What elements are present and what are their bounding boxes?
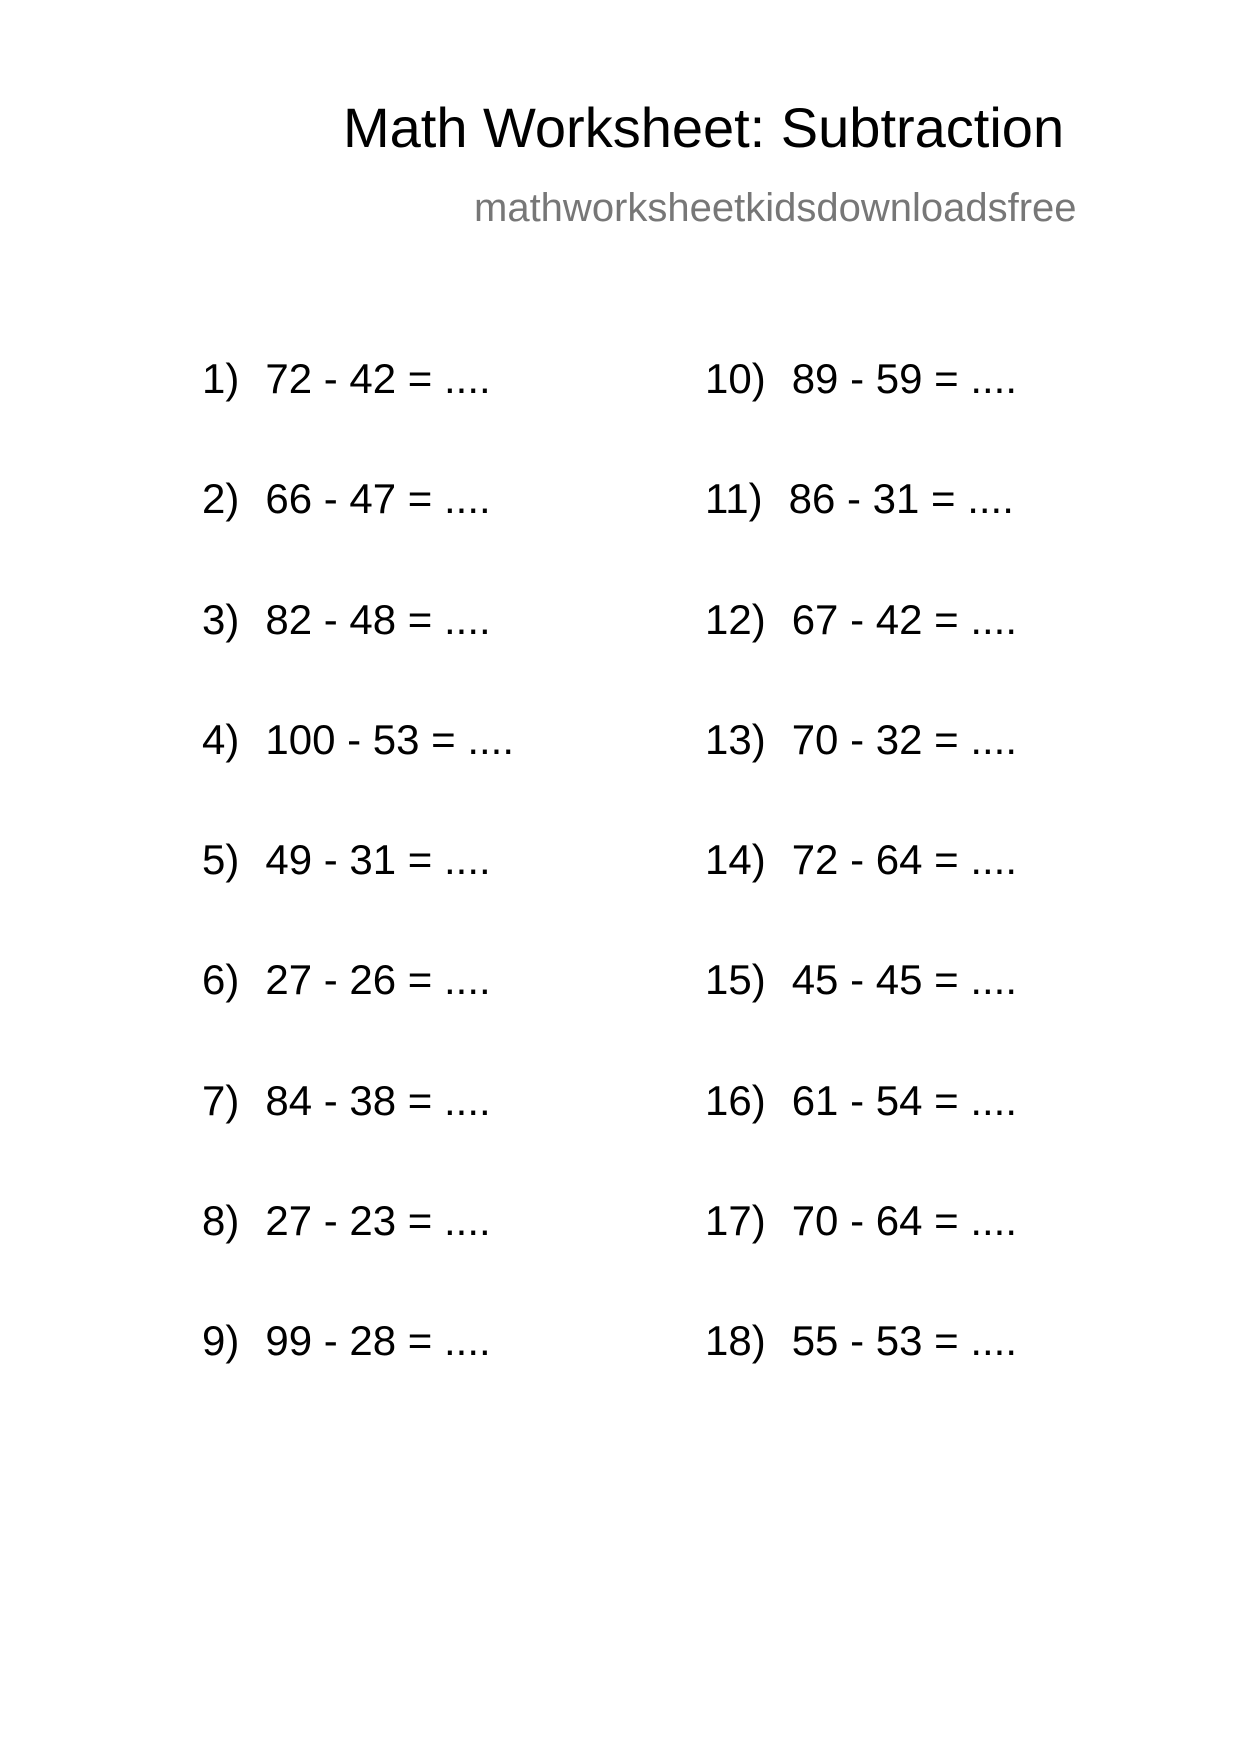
problem-number: 9) bbox=[202, 1317, 240, 1365]
problem-expression: 45 - 45 = .... bbox=[791, 956, 1018, 1004]
problem-item bbox=[202, 835, 514, 955]
worksheet-title: Math Worksheet: Subtraction bbox=[343, 96, 1065, 159]
problem-expression: 72 - 64 = .... bbox=[791, 836, 1018, 884]
problem-expression: 55 - 53 = .... bbox=[791, 1317, 1018, 1365]
problem-expression: 27 - 26 = .... bbox=[265, 956, 491, 1004]
problem-item bbox=[202, 715, 514, 835]
problem-number: 13) bbox=[705, 715, 766, 763]
problem-expression: 70 - 32 = .... bbox=[791, 715, 1018, 763]
problem-item bbox=[705, 595, 1017, 715]
problem-number: 16) bbox=[705, 1076, 766, 1124]
problem-expression: 89 - 59 = .... bbox=[791, 355, 1018, 402]
problem-column-left bbox=[202, 354, 514, 1437]
problem-number: 5) bbox=[202, 836, 240, 884]
worksheet-source: mathworksheetkidsdownloadsfree bbox=[474, 186, 1077, 230]
problem-item bbox=[202, 1316, 514, 1436]
problem-number: 15) bbox=[705, 956, 766, 1004]
problem-item bbox=[705, 1196, 1017, 1316]
problem-expression: 86 - 31 = .... bbox=[788, 475, 1014, 523]
problem-item bbox=[705, 354, 1017, 474]
problem-expression: 84 - 38 = .... bbox=[265, 1076, 491, 1124]
problem-item bbox=[202, 1196, 514, 1316]
problem-expression: 100 - 53 = .... bbox=[265, 715, 515, 763]
problem-item bbox=[705, 1316, 1017, 1436]
problem-number: 10) bbox=[705, 355, 766, 402]
problem-item bbox=[705, 1076, 1017, 1196]
problem-column-right bbox=[705, 354, 1017, 1437]
problem-expression: 67 - 42 = .... bbox=[791, 595, 1018, 643]
problem-number: 6) bbox=[202, 956, 240, 1004]
problem-expression: 61 - 54 = .... bbox=[791, 1076, 1018, 1124]
problem-number: 1) bbox=[202, 355, 240, 402]
problem-expression: 99 - 28 = .... bbox=[265, 1317, 491, 1365]
problem-item bbox=[202, 474, 514, 594]
problem-item bbox=[202, 595, 514, 715]
problem-expression: 27 - 23 = .... bbox=[265, 1197, 491, 1245]
problem-expression: 70 - 64 = .... bbox=[791, 1197, 1018, 1245]
problem-item bbox=[705, 835, 1017, 955]
problem-number: 7) bbox=[202, 1076, 240, 1124]
problem-number: 12) bbox=[705, 595, 766, 643]
problem-item bbox=[202, 955, 514, 1075]
problem-item bbox=[202, 1076, 514, 1196]
problem-number: 2) bbox=[202, 475, 240, 523]
problem-expression: 49 - 31 = .... bbox=[265, 836, 491, 884]
problem-item bbox=[705, 955, 1017, 1075]
problem-expression: 72 - 42 = .... bbox=[265, 355, 491, 402]
problem-item bbox=[705, 474, 1017, 594]
problem-item bbox=[202, 354, 514, 474]
problem-number: 18) bbox=[705, 1317, 766, 1365]
problem-item bbox=[705, 715, 1017, 835]
problem-number: 8) bbox=[202, 1197, 240, 1245]
problem-number: 14) bbox=[705, 836, 766, 884]
problem-number: 3) bbox=[202, 595, 240, 643]
problem-number: 17) bbox=[705, 1197, 766, 1245]
problem-expression: 66 - 47 = .... bbox=[265, 475, 491, 523]
problem-number: 4) bbox=[202, 715, 240, 763]
problem-number: 11) bbox=[705, 475, 763, 523]
problem-expression: 82 - 48 = .... bbox=[265, 595, 491, 643]
